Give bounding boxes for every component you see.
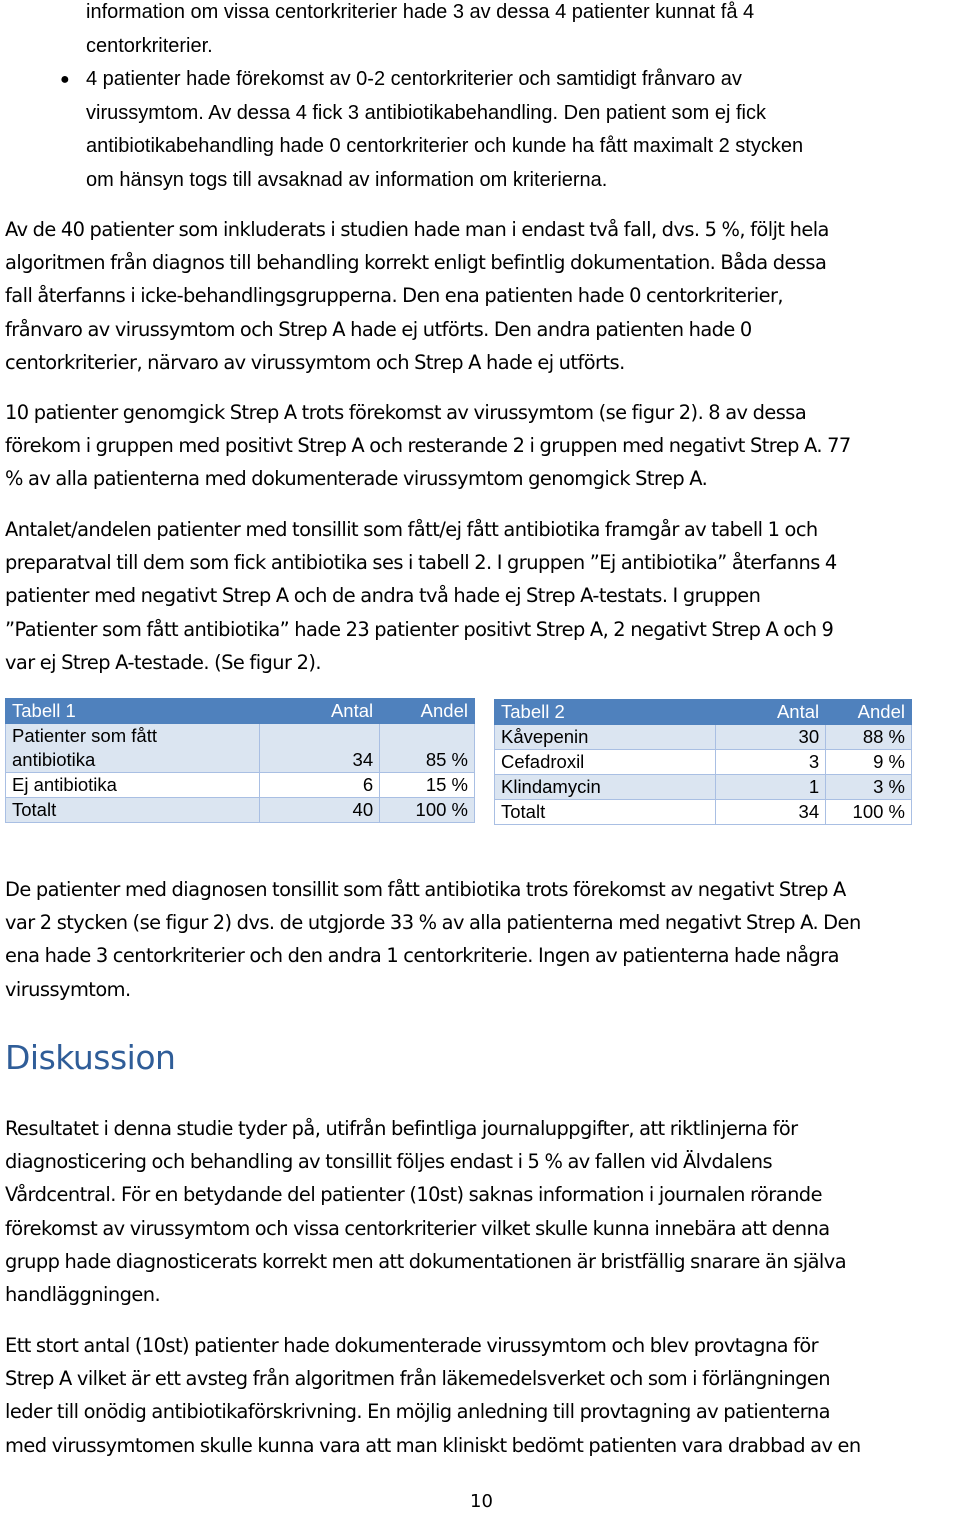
table-row <box>6 798 475 823</box>
text-line: grupp hade diagnosticerats korrekt men att dokumentationen är bristfällig snarare än själva <box>5 1249 847 1273</box>
table-cell-andel: 9 % <box>826 750 912 775</box>
table-header-cell: Antal <box>260 699 380 724</box>
table-row <box>495 800 912 825</box>
table-cell-antal: 34 <box>716 800 826 825</box>
table-cell-antal: 3 <box>716 750 826 775</box>
text-line: förekomst av virussymtom och vissa centorkriterier vilket skulle kunna innebära att denna <box>5 1216 830 1240</box>
bullet-icon: ● <box>60 71 70 88</box>
cell-text: antibiotika <box>12 749 96 770</box>
paragraph-discussion-virus <box>5 1329 960 1462</box>
text-line: centorkriterier, närvaro av virussymtom och Strep A hade ej utförts. <box>5 350 625 374</box>
text-line: var 2 stycken (se figur 2) dvs. de utgjorde 33 % av alla patienterna med negativt Strep A. Den <box>5 911 861 935</box>
paragraph-negative-strep-a <box>5 873 960 1006</box>
paragraph-strep-a-virus <box>5 396 960 496</box>
table-cell-antal: 1 <box>716 775 826 800</box>
table-cell-label: Kåvepenin <box>495 725 716 750</box>
table-cell-label: Ej antibiotika <box>6 773 260 798</box>
cell-text: Patienter som fått <box>12 725 157 746</box>
text-line: med virussymtomen skulle kunna vara att man kliniskt bedömt patienten vara drabbad av en <box>5 1433 861 1457</box>
table-cell-label: Cefadroxil <box>495 750 716 775</box>
table-row <box>495 775 912 800</box>
table-cell-antal: 6 <box>260 773 380 798</box>
text-line: diagnosticering och behandling av tonsillit följes endast i 5 % av fallen vid Älvdalens <box>5 1150 773 1174</box>
text-line: frånvaro av virussymtom och Strep A hade ej utförts. Den andra patienten hade 0 <box>5 317 752 341</box>
text-line: fall återfanns i icke-behandlingsgrupperna. Den ena patienten hade 0 centorkriterier, <box>5 284 784 308</box>
table-cell-label <box>6 724 260 773</box>
table-2 <box>494 699 912 825</box>
table-header-cell: Andel <box>380 699 475 724</box>
table-header-cell: Andel <box>826 700 912 725</box>
text-line: 10 patienter genomgick Strep A trots förekomst av virussymtom (se figur 2). 8 av dessa <box>5 401 807 424</box>
table-header-cell: Tabell 1 <box>6 699 260 724</box>
table-cell-label: Totalt <box>6 798 260 823</box>
text-line: handläggningen. <box>5 1283 161 1307</box>
text-line: Strep A vilket är ett avsteg från algoritmen från läkemedelsverket och som i förlängningen <box>5 1367 830 1391</box>
text-line: var ej Strep A-testade. (Se figur 2). <box>5 650 321 674</box>
text-line: % av alla patienterna med dokumenterade virussymtom genomgick Strep A. <box>5 467 708 491</box>
text-line: information om vissa centorkriterier hade 3 av dessa 4 patienter kunnat få 4 <box>86 1 755 23</box>
table-header-row <box>495 700 912 725</box>
table-row <box>495 750 912 775</box>
table-cell-andel: 85 % <box>380 724 475 773</box>
table-cell-label: Totalt <box>495 800 716 825</box>
table-cell-andel: 100 % <box>380 798 475 823</box>
table-cell-andel: 100 % <box>826 800 912 825</box>
section-heading: Diskussion <box>5 1038 176 1077</box>
table-row <box>6 773 475 798</box>
text-line: Av de 40 patienter som inkluderats i studien hade man i endast två fall, dvs. 5 %, följt hela <box>5 218 829 241</box>
text-line: om hänsyn togs till avsaknad av information om kriterierna. <box>86 168 608 191</box>
table-row <box>495 725 912 750</box>
text-line: Vårdcentral. För en betydande del patienter (10st) saknas information i journalen rörande <box>5 1183 822 1207</box>
text-line: antibiotikabehandling hade 0 centorkriterier och kunde ha fått maximalt 2 stycken <box>86 135 804 157</box>
paragraph-algorithm-compliance <box>5 213 960 379</box>
paragraph-antibiotics-tables <box>5 513 960 679</box>
table-header-cell: Antal <box>716 700 826 725</box>
text-line: virussymtom. <box>5 977 131 1001</box>
text-line: Resultatet i denna studie tyder på, utifrån befintliga journaluppgifter, att riktlinjerna för <box>5 1117 798 1140</box>
bullet-continuation <box>86 0 946 63</box>
text-line: Ett stort antal (10st) patienter hade dokumenterade virussymtom och blev provtagna för <box>5 1334 819 1357</box>
page-number: 10 <box>470 1491 493 1512</box>
text-line: Antalet/andelen patienter med tonsillit som fått/ej fått antibiotika framgår av tabell 1 och <box>5 518 818 541</box>
text-line: förekom i gruppen med positivt Strep A och resterande 2 i gruppen med negativt Strep A. 77 <box>5 434 851 458</box>
table-cell-andel: 3 % <box>826 775 912 800</box>
table-cell-antal: 30 <box>716 725 826 750</box>
paragraph-discussion-results <box>5 1112 960 1311</box>
text-line: virussymtom. Av dessa 4 fick 3 antibiotikabehandling. Den patient som ej fick <box>86 101 766 124</box>
table-cell-andel: 15 % <box>380 773 475 798</box>
text-line: ena hade 3 centorkriterier och den andra 1 centorkriterie. Ingen av patienterna hade några <box>5 944 839 968</box>
table-header-row <box>6 699 475 724</box>
table-cell-antal: 34 <box>260 724 380 773</box>
table-header-cell: Tabell 2 <box>495 700 716 725</box>
text-line: preparatval till dem som fick antibiotika ses i tabell 2. I gruppen ”Ej antibiotika” återfanns 4 <box>5 551 837 575</box>
text-line: algoritmen från diagnos till behandling korrekt enligt befintlig dokumentation. Båda dessa <box>5 251 827 275</box>
text-line: ”Patienter som fått antibiotika” hade 23 patienter positivt Strep A, 2 negativt Strep A och 9 <box>5 617 834 641</box>
text-line: 4 patienter hade förekomst av 0-2 centorkriterier och samtidigt frånvaro av <box>86 68 742 90</box>
text-line: patienter med negativt Strep A och de andra två hade ej Strep A-testats. I gruppen <box>5 584 761 608</box>
text-line: leder till onödig antibiotikaförskrivning. En möjlig anledning till provtagning av patienterna <box>5 1400 830 1424</box>
table-cell-label: Klindamycin <box>495 775 716 800</box>
text-line: centorkriterier. <box>86 34 213 57</box>
table-cell-andel: 88 % <box>826 725 912 750</box>
table-cell-antal: 40 <box>260 798 380 823</box>
table-1 <box>5 698 475 823</box>
table-row <box>6 724 475 773</box>
text-line: De patienter med diagnosen tonsillit som fått antibiotika trots förekomst av negativt Strep A <box>5 878 846 901</box>
bullet-item <box>86 63 946 197</box>
